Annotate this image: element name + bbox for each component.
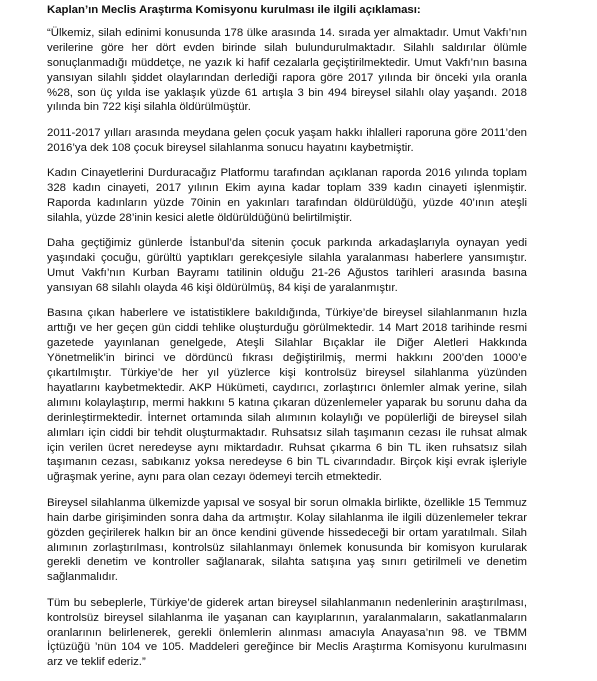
document (47, 3, 527, 681)
paragraph-4: Daha geçtiğimiz günlerde İstanbul’da sitenin çocuk parkında arkadaşlarıyla oynayan yedi yaşındaki çocuğu, gürültü yaptıkları gerekçesiyle silahla yaralanması haberlere yansımıştır. Umut Vakfı’nın Kurban Bayramı tatilinin olduğu 21-26 Ağustos tarihleri arasında basına yansıyan 68 silahlı olayda 46 kişi öldürülmüş, 84 kişi de yaralanmıştır. (47, 237, 527, 294)
paragraph-5: Basına çıkan haberlere ve istatistiklere bakıldığında, Türkiye’de bireysel silahlanmanın hızla arttığı ve her geçen gün ciddi tehlike oluşturduğu görülmektedir. 14 Mart 2018 tarihinde resmi gazetede yayınlanan genelgede, Ateşli Silahlar Bıçaklar ile Diğer Aletleri Hakkında Yönetmelik’in birinci ve dördüncü fıkrası değiştirilmiş, mermi hakkını 200’den 1000’e çıkartılmıştır. Türkiye’de her yıl yüzlerce kişi kontrolsüz bireysel silahlanma yüzünden hayatlarını kaybetmektedir. AKP Hükümeti, caydırıcı, zorlaştırıcı önlemler almak yerine, silah alımını kolaylaştırıp, mermi hakkını 5 katına çıkaran düzenlemeler yaparak bu sorunu daha da derinleştirmektedir. İnternet ortamında silah alımının kolaylığı ve popülerliği de bireysel silah alımları için ciddi bir tehdit oluşturmaktadır. Ruhsatsız silah taşımanın cezası ile ruhsat almak için verilen ücret neredeyse aynı miktardadır. Ruhsat çıkarma 6 bin TL iken ruhsatsız silah taşımanın cezası, sabıkanız yoksa neredeyse 6 bin TL civarındadır. Birçok kişi evrak işleriyle uğraşmak yerine, aynı para olan cezayı ödemeyi tercih etmektedir. (47, 307, 527, 484)
paragraph-6: Bireysel silahlanma ülkemizde yapısal ve sosyal bir sorun olmakla birlikte, özellikle 15 Temmuz hain darbe girişiminden sonra daha da artmıştır. Kolay silahlanma ile ilgili düzenlemeler tekrar gözden geçirilerek halkın bir an önce kendini güvende hissedeceği bir ortam yaratılmalı. Silah alımının zorlaştırılması, kontrolsüz silahlanmayı önlemek konusunda bir komisyon kurularak gerekli denetim ve kontroller sağlanarak, silahta satışına yaş sınırı getirilmeli ve denetim sağlanmalıdır. (47, 496, 527, 584)
paragraph-3: Kadın Cinayetlerini Durduracağız Platformu tarafından açıklanan raporda 2016 yılında toplam 328 kadın cinayeti, 2017 yılının Ekim ayına kadar toplam 339 kadın cinayeti işlenmiştir. Raporda kadınların yüzde 70inin en yakınları tarafından öldürüldüğü, yüzde 40’ının ateşli silahla, yüzde 28’inin kesici aletle öldürüldüğünü belirtilmiştir. (47, 167, 527, 224)
paragraph-2: 2011-2017 yılları arasında meydana gelen çocuk yaşam hakkı ihlalleri raporuna göre 2011’den 2016’ya dek 108 çocuk bireysel silahlanma sonucu hayatını kaybetmiştir. (47, 126, 527, 154)
document-title: Kaplan’ın Meclis Araştırma Komisyonu kurulması ile ilgili açıklaması: (47, 4, 421, 16)
paragraph-1: “Ülkemiz, silah edinimi konusunda 178 ülke arasında 14. sırada yer almaktadır. Umut Vakfı’nın verilerine göre her dört evden birinde silah bulundurulmaktadır. Silahlı saldırılar ölümle sonuçlanmadığı müddetçe, ne yazık ki hafif cezalarla geçiştirilmektedir. Umut Vakfı’nın basına yansıyan silahlı şiddet olaylarından derlediği rapora göre 2017 yılında bir önceki yıla oranla %28, son üç yılda ise yaklaşık yüzde 61 artışla 3 bin 494 bireysel silahlı olay yaşandı. 2018 yılında bin 722 kişi silahla öldürülmüştür. (47, 26, 527, 114)
paragraph-7: Tüm bu sebeplerle, Türkiye’de giderek artan bireysel silahlanmanın nedenlerinin araştırılması, kontrolsüz bireysel silahlanma ile yaşanan can kayıplarının, yaralanmaların, sakatlanmaların oranlarının belirlenerek, gerekli önlemlerin alınması amacıyla Anayasa’nın 98. ve TBMM İçtüzüğü ’nün 104 ve 105. Maddeleri gereğince bir Meclis Araştırma Komisyonu kurulmasını arz ve teklif ederiz.” (47, 596, 527, 669)
